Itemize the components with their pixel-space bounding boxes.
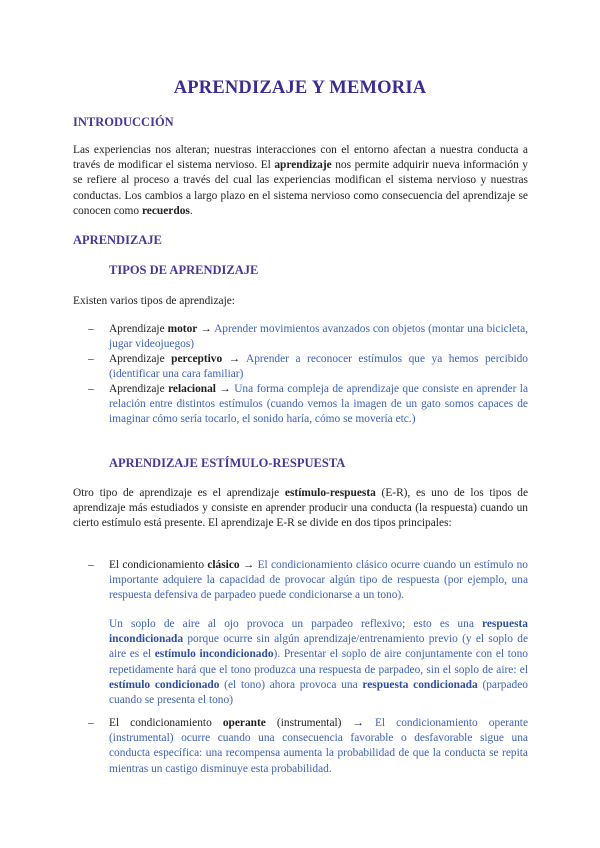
list-item-motor: [88, 322, 528, 352]
document-title: APRENDIZAJE Y MEMORIA: [173, 78, 427, 98]
item-prefix: Aprendizaje: [109, 353, 172, 365]
intro-paragraph: [73, 143, 528, 219]
dash-bullet: –: [88, 323, 94, 335]
item-prefix: Aprendizaje: [109, 323, 168, 335]
item-description: Una forma compleja de aprendizaje que consiste en aprender la relación entre distintos estímulos (cuando vemos la imagen de un gato somos capaces de imaginar cómo sería tocarlo, el sonido haría, cómo se movería etc.): [109, 383, 528, 426]
arrow-icon: →: [242, 559, 255, 571]
example-text-5: (parpadeo cuando se presenta el tono): [109, 678, 528, 707]
heading-tipos-de-aprendizaje: TIPOS DE APRENDIZAJE: [109, 263, 259, 277]
list-item-operante: [88, 716, 528, 777]
intro-bold-aprendizaje: aprendizaje: [274, 159, 332, 172]
tipos-intro: Existen varios tipos de aprendizaje:: [73, 295, 235, 307]
er-bold-estimulo-respuesta: estímulo-respuesta: [284, 487, 376, 499]
arrow-icon: →: [228, 353, 241, 365]
dash-bullet: –: [88, 383, 94, 395]
item-bold: motor: [167, 323, 198, 335]
item-prefix: El condicionamiento: [109, 717, 223, 729]
item-description: El condicionamiento clásico ocurre cuando un estímulo no importante adquiere la capacidad de provocar algún tipo de respuesta (por ejemplo, una respuesta defensiva de parpadeo puede condicionarse a un tono).: [109, 559, 528, 602]
list-item-perceptivo: [88, 352, 528, 382]
item-description: Aprender a reconocer estímulos que ya hemos percibido (identificar una cara familiar): [109, 353, 528, 381]
item-bold: relacional: [168, 383, 216, 395]
item-description: El condicionamiento operante (instrumental) ocurre cuando una consecuencia favorable o desfavorable sigue una conducta específica: una recompensa aumenta la probabilidad de que la conducta se repita mientras un castigo disminuye esta probabilidad.: [109, 717, 529, 775]
dash-bullet: –: [88, 353, 94, 365]
bold-respuesta-condicionada: respuesta condicionada: [362, 678, 478, 691]
heading-aprendizaje: APRENDIZAJE: [73, 233, 162, 247]
intro-text-3: .: [189, 204, 193, 217]
list-item-relacional: [88, 382, 528, 428]
item-mid: (instrumental): [265, 717, 353, 729]
heading-introduccion: INTRODUCCIÓN: [73, 115, 174, 129]
example-text-3: ). Presentar el soplo de aire conjuntamente con el tono repetidamente hará que el tono produzca una respuesta de parpadeo, sin el soplo de aire: el: [109, 648, 528, 676]
arrow-icon: →: [200, 323, 212, 335]
dash-bullet: –: [88, 559, 94, 571]
item-prefix: El condicionamiento: [109, 559, 208, 571]
er-paragraph: [73, 486, 528, 532]
item-bold: clásico: [207, 559, 240, 571]
example-text-2: porque ocurre sin algún aprendizaje/entrenamiento previo (y el soplo de aire es el: [109, 633, 528, 661]
intro-bold-recuerdos: recuerdos: [141, 204, 190, 217]
er-text-1: Otro tipo de aprendizaje es el aprendizaje: [73, 487, 285, 499]
bold-estimulo-condicionado: estímulo condicionado: [109, 678, 220, 691]
item-description: Aprender movimientos avanzados con objetos (montar una bicicleta, jugar videojuegos): [109, 323, 528, 351]
er-text-2: (E-R), es uno de los tipos de aprendizaje más estudiados y consiste en aprender producir una conducta (la respuesta) cuando un cierto estímulo está presente. El aprendizaje E-R se divide en dos tipos principales:: [73, 487, 528, 530]
example-text-4: (el tono) ahora provoca una: [219, 678, 363, 691]
intro-text-1: Las experiencias nos alteran; nuestras interacciones con el entorno afectan a nuestra conducta a través de modificar el sistema nervioso. El: [73, 144, 528, 172]
clasico-example-paragraph: [109, 617, 528, 708]
arrow-icon: →: [219, 383, 231, 395]
item-bold: perceptivo: [171, 353, 223, 365]
arrow-icon: →: [352, 717, 364, 729]
item-prefix: Aprendizaje: [109, 383, 169, 395]
dash-bullet: –: [88, 717, 94, 729]
item-bold: operante: [222, 717, 266, 729]
heading-estimulo-respuesta: APRENDIZAJE ESTÍMULO-RESPUESTA: [109, 456, 346, 470]
list-item-clasico: [88, 558, 528, 604]
intro-text-2: nos permite adquirir nueva información y se refiere al proceso a través del cual las experiencias modifican el sistema nervioso y nuestras conductas. Los cambios a largo plazo en el sistema nervioso como consecuencia del aprendizaje se conocen como: [73, 159, 528, 217]
bold-estimulo-incondicionado: estímulo incondicionado: [154, 648, 274, 661]
bold-respuesta-incondicionada: respuesta incondicionada: [109, 618, 528, 646]
example-text-1: Un soplo de aire al ojo provoca un parpadeo reflexivo; esto es una: [109, 618, 482, 630]
